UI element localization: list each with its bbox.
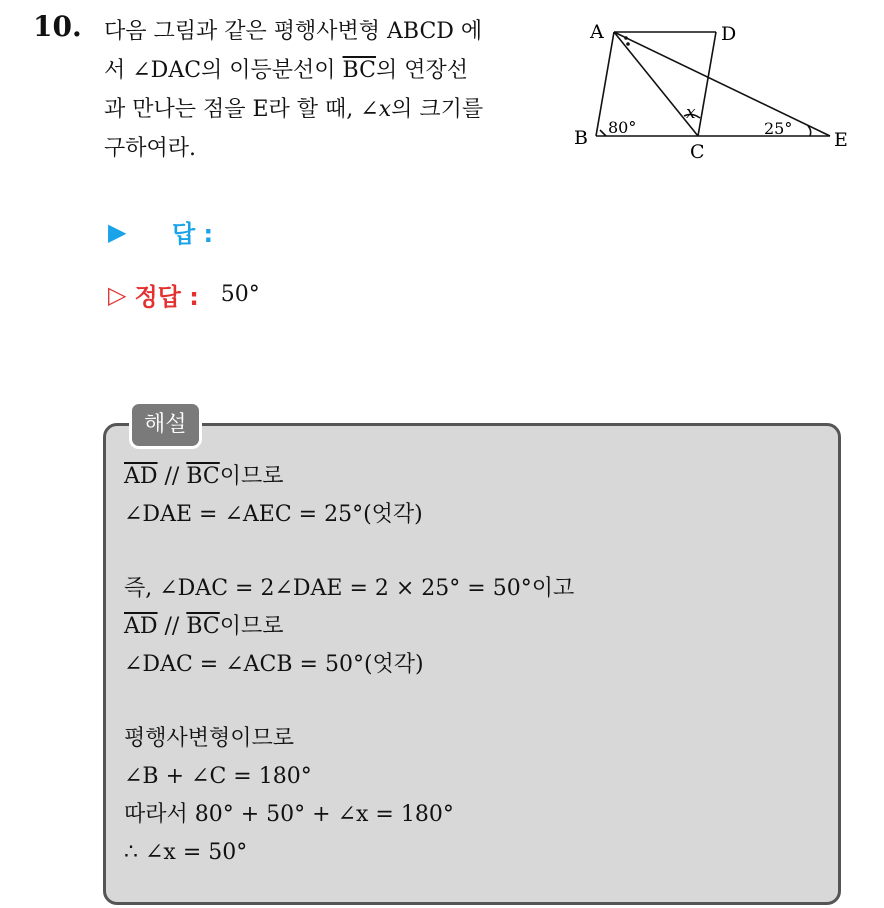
question-line-1: 다음 그림과 같은 평행사변형 ABCD 에 [104,19,483,44]
solution-line-5: ∠DAC = ∠ACB = 50°(엇각) [124,652,424,677]
answer-row [108,214,213,249]
point-b-label: B [574,127,588,149]
point-c-label: C [690,141,705,163]
question-line-3: 과 만나는 점을 E라 할 때, ∠x의 크기를 [104,97,484,122]
solution-content [124,458,574,872]
solution-line-1: $\overline{AD} // \overline{BC}$이므로 [124,464,284,489]
answer-label: 답 : [172,220,214,248]
angle-b-label: 80° [608,118,637,137]
point-e-label: E [834,129,848,151]
point-a-label: A [590,21,604,43]
angle-e-label: 25° [764,119,793,138]
solution-line-7: ∠B + ∠C = 180° [124,764,312,789]
parallelogram-figure [568,18,858,168]
solution-line-9: ∴ ∠x = 50° [124,840,248,865]
angle-x-label: x [686,103,696,123]
question-line-2: 서 ∠DAC의 이등분선이 $\overline{BC}$의 연장선 [104,58,468,83]
solution-line-6: 평행사변형이므로 [124,726,295,751]
correct-answer-value: 50° [220,282,260,307]
point-d-label: D [721,23,737,45]
question-text [104,12,554,168]
play-arrow-icon: ▶ [108,217,127,246]
correct-answer-row [108,277,260,312]
outline-triangle-icon: ▷ [108,280,127,309]
solution-line-4: $\overline{AD} // \overline{BC}$이므로 [124,614,284,639]
solution-line-3: 즉, ∠DAC = 2∠DAE = 2 × 25° = 50°이고 [124,576,575,601]
solution-tab: 해설 [129,401,202,449]
solution-line-8: 따라서 80° + 50° + ∠x = 180° [124,802,454,827]
question-number: 10. [33,10,82,43]
correct-answer-label: 정답 : [134,283,199,311]
segment-bc: $\overline{BC}$ [342,58,376,83]
solution-line-2: ∠DAE = ∠AEC = 25°(엇각) [124,502,423,527]
question-line-4: 구하여라. [104,136,197,161]
